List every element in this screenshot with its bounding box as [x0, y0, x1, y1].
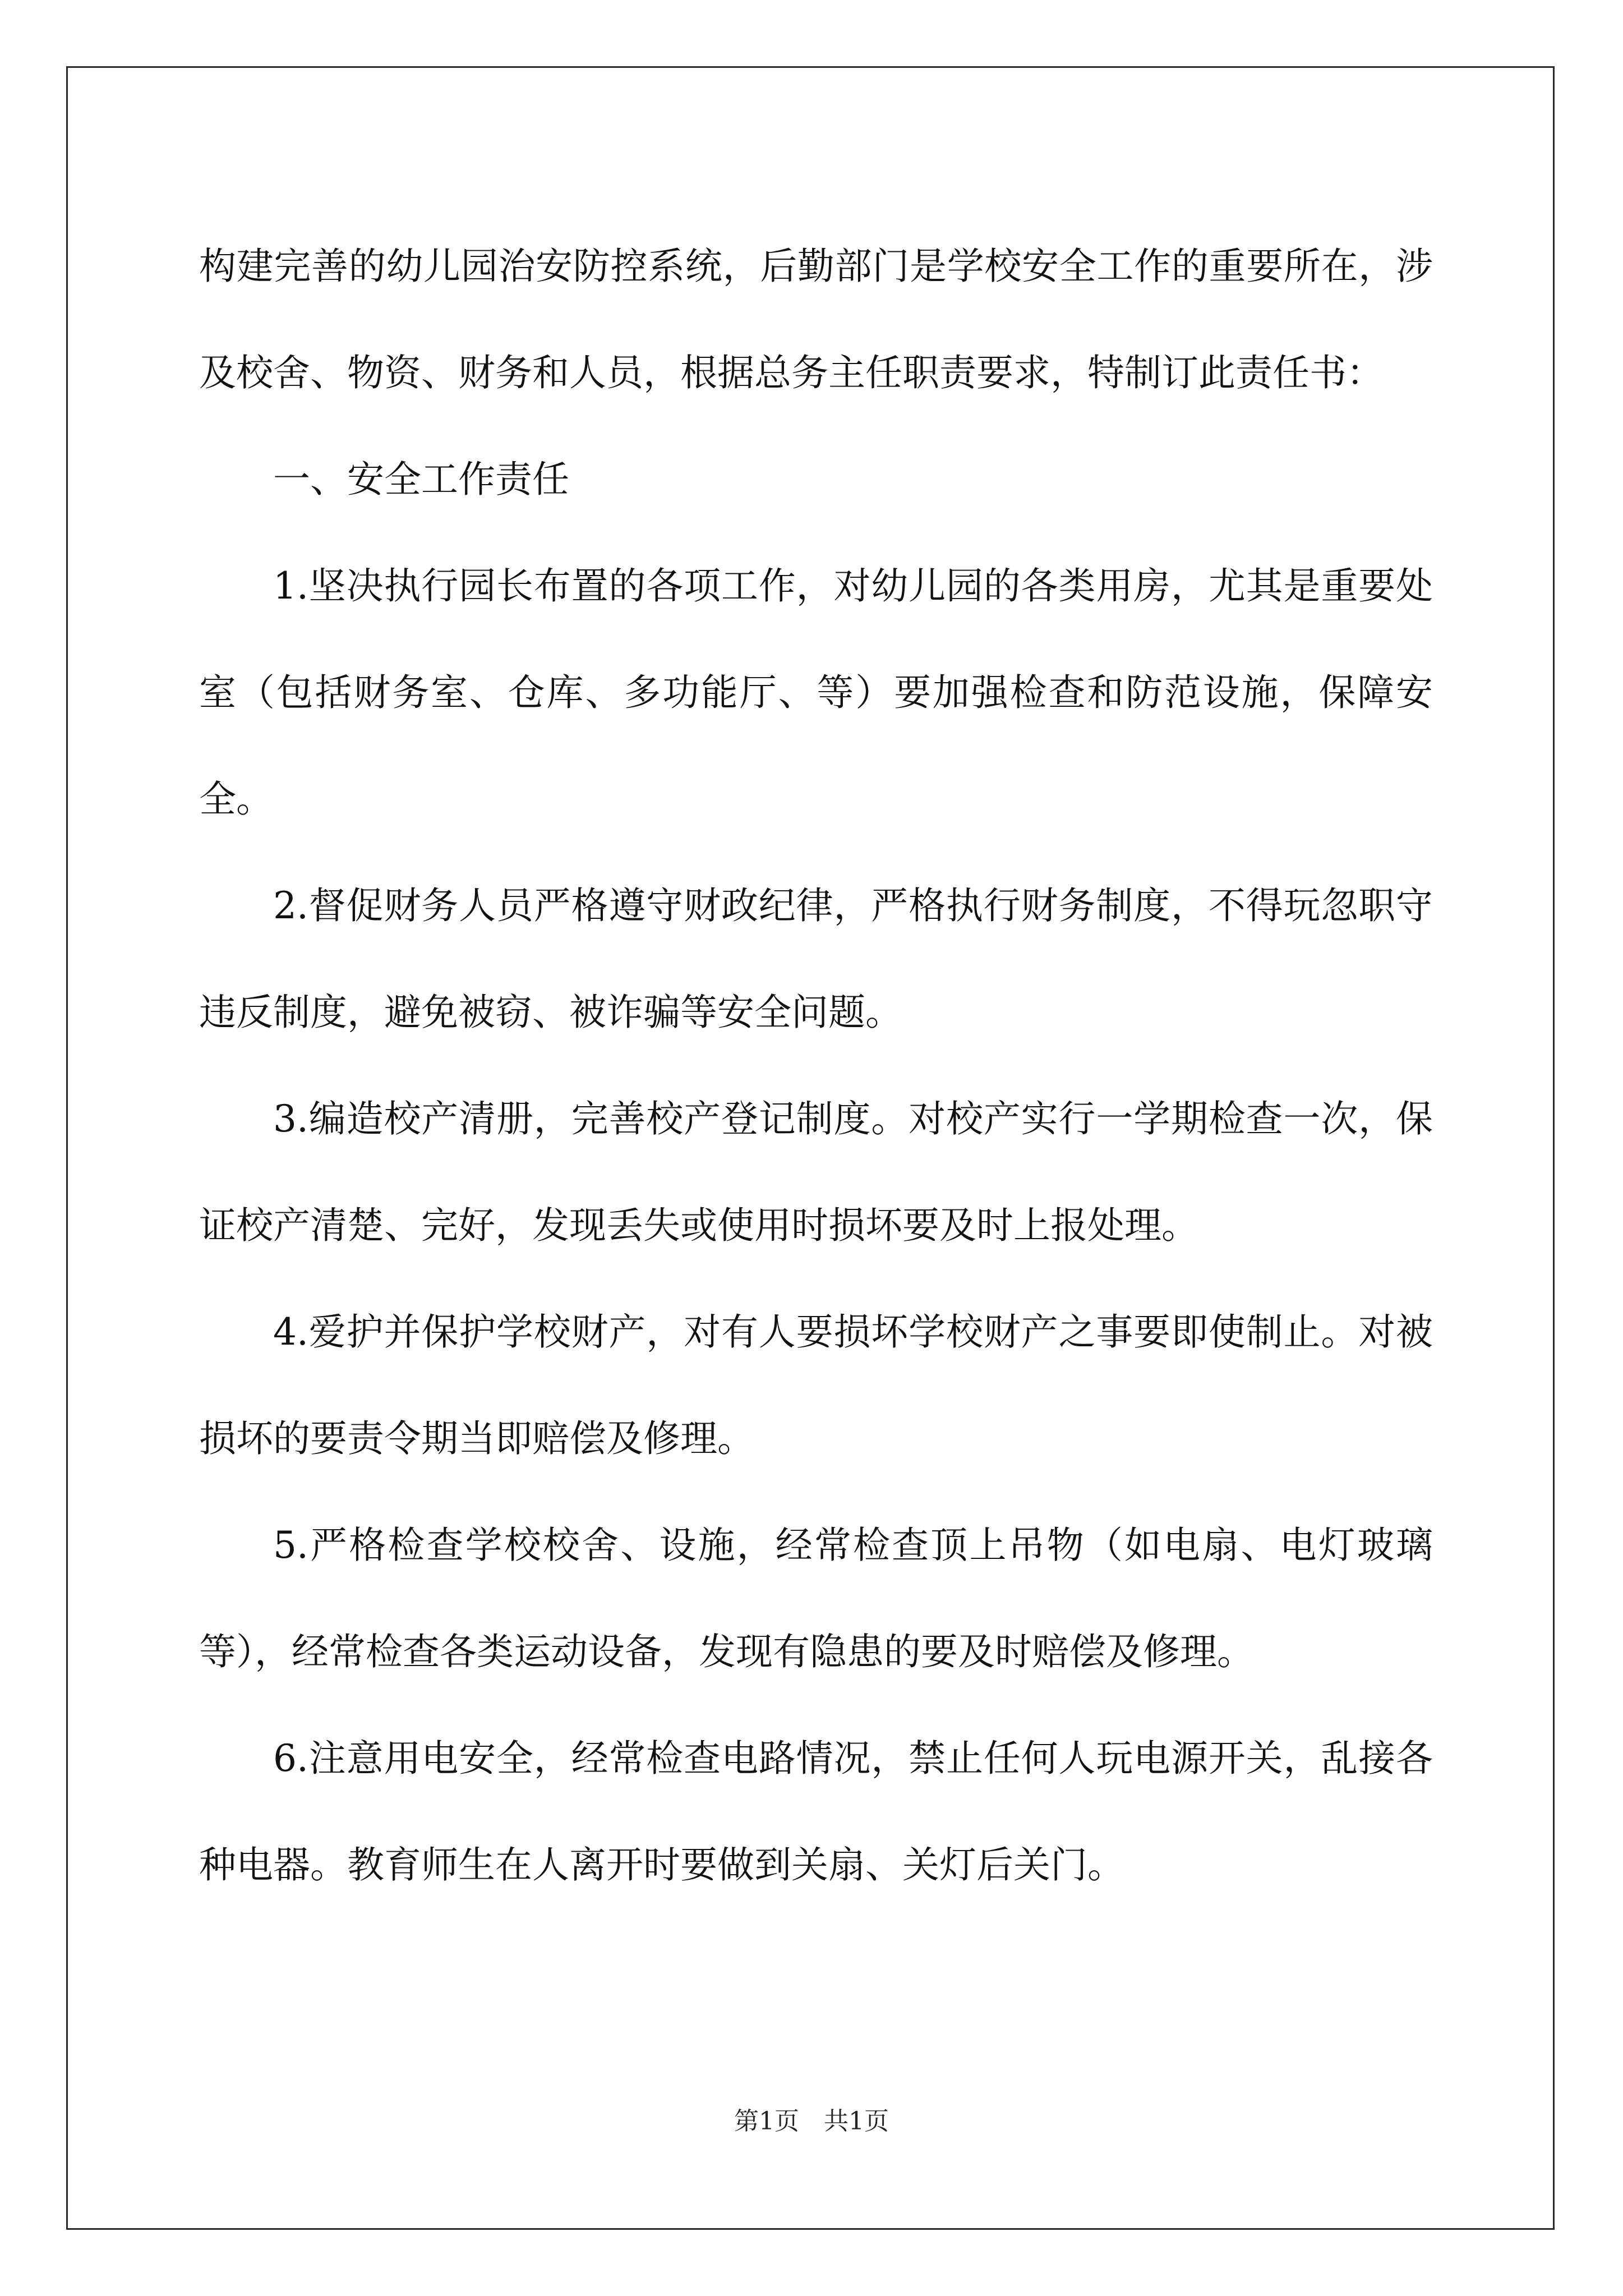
page-number-footer: 第1页 共1页	[734, 2107, 889, 2136]
section-heading: 一、安全工作责任	[273, 458, 569, 501]
paragraph-item-3: 3.编造校产清册，完善校产登记制度。对校产实行一学期检查一次，保证校产清楚、完好，发现丢失或使用时损坏要及时上报处理。	[199, 1097, 1433, 1247]
paragraph-item-2: 2.督促财务人员严格遵守财政纪律，严格执行财务制度，不得玩忽职守违反制度，避免被窃、被诈骗等安全问题。	[199, 884, 1433, 1034]
paragraph-item-1: 1.坚决执行园长布置的各项工作，对幼儿园的各类用房，尤其是重要处室（包括财务室、仓库、多功能厅、等）要加强检查和防范设施，保障安全。	[199, 564, 1433, 821]
paragraph-item-5: 5.严格检查学校校舍、设施，经常检查顶上吊物（如电扇、电灯玻璃等），经常检查各类运动设备，发现有隐患的要及时赔偿及修理。	[199, 1524, 1433, 1673]
paragraph-item-6: 6.注意用电安全，经常检查电路情况，禁止任何人玩电源开关，乱接各种电器。教育师生在人离开时要做到关扇、关灯后关门。	[199, 1737, 1433, 1887]
paragraph-item-4: 4.爱护并保护学校财产，对有人要损坏学校财产之事要即使制止。对被损坏的要责令期当即赔偿及修理。	[199, 1310, 1433, 1460]
document-body	[199, 213, 1433, 1918]
paragraph-intro: 构建完善的幼儿园治安防控系统，后勤部门是学校安全工作的重要所在，涉及校舍、物资、财务和人员，根据总务主任职责要求，特制订此责任书：	[199, 245, 1433, 394]
